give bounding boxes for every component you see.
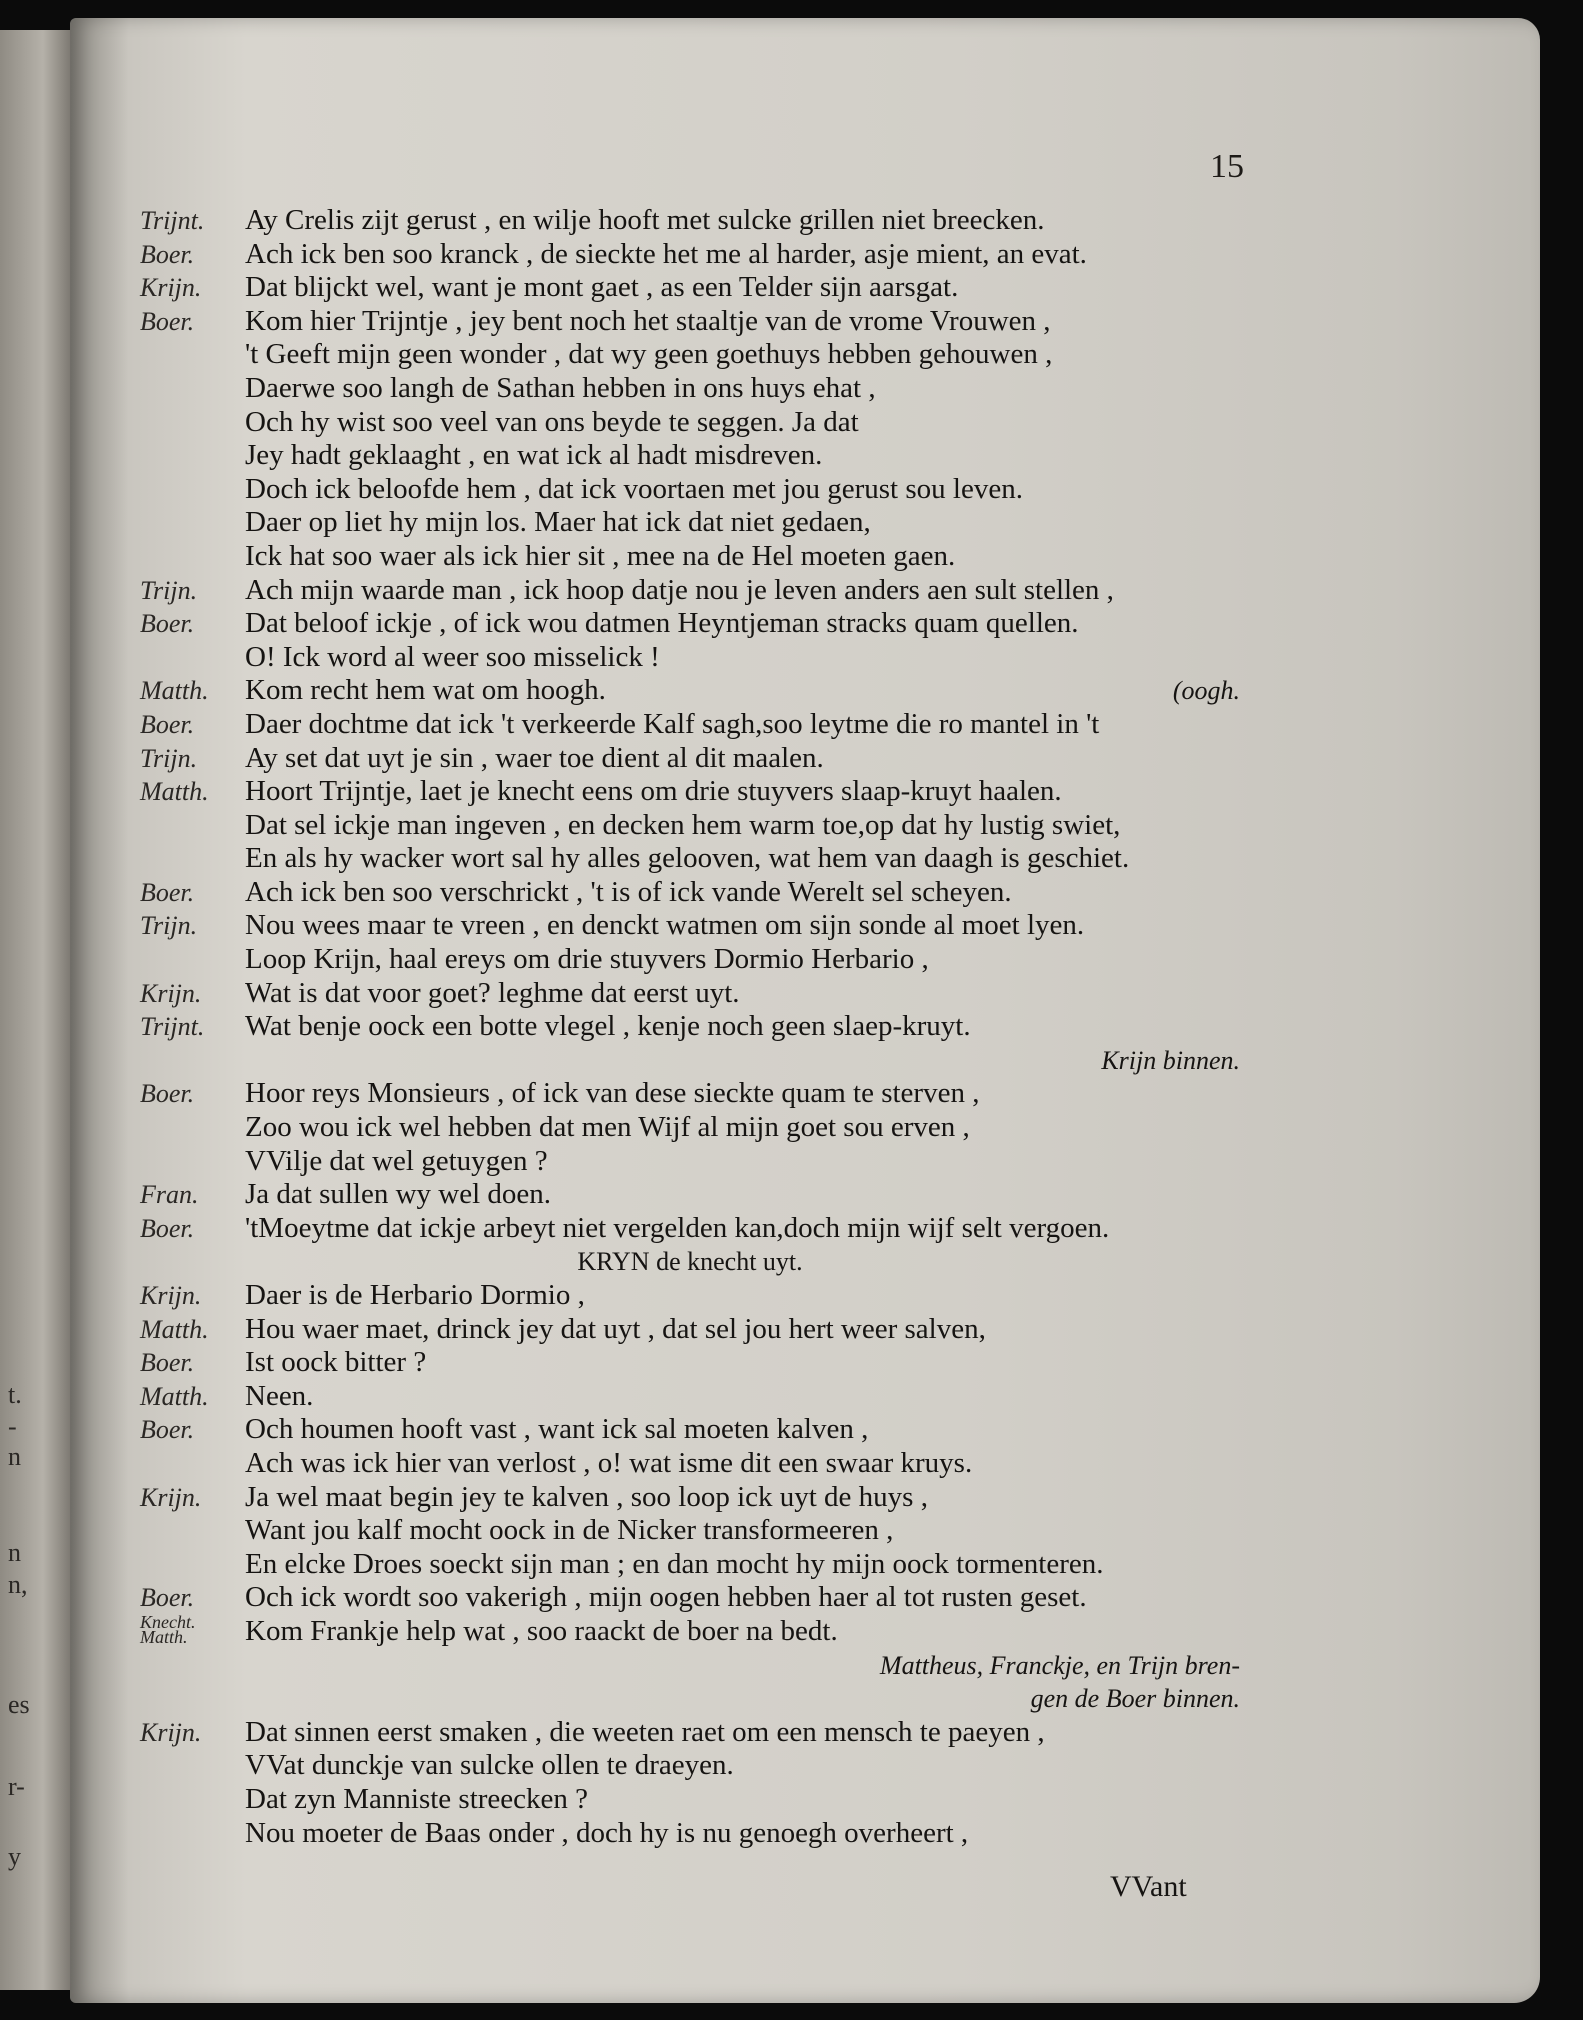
speech-text: Nou wees maar te vreen , en denckt watmen om sijn sonde al moet lyen.: [245, 909, 1085, 942]
text-line: [140, 977, 1240, 1011]
text-line: [140, 1077, 1240, 1111]
left-page-fragment: -: [8, 1412, 17, 1441]
catchword: VVant: [1110, 1870, 1187, 1903]
text-line: [140, 1581, 1240, 1615]
speech-text: Wat is dat voor goet? leghme dat eerst uyt.: [245, 976, 740, 1009]
speech-text: Daer dochtme dat ick 't verkeerde Kalf sagh,soo leytme die ro mantel in 't: [245, 707, 1100, 740]
speaker-label: Matth.: [140, 1381, 209, 1411]
text-line: [140, 1212, 1240, 1246]
speech-text: Ja wel maat begin jey te kalven , soo loop ick uyt de huys ,: [245, 1480, 928, 1513]
text-line: [140, 271, 1240, 305]
text-line: [140, 1245, 1240, 1279]
speech-text: O! Ick word al weer soo misselick !: [245, 640, 660, 673]
speaker-label: Krijn.: [140, 1281, 202, 1310]
speech-text: Doch ick beloofde hem , dat ick voortaen met jou gerust sou leven.: [245, 472, 1023, 505]
stage-direction: Krijn binnen.: [1101, 1045, 1240, 1075]
text-line: [140, 1044, 1240, 1078]
text-line: [140, 1548, 1240, 1582]
speech-text: Hoort Trijntje, laet je knecht eens om drie stuyvers slaap-kruyt haalen.: [245, 775, 1062, 808]
text-line: [140, 1413, 1240, 1447]
speech-text: Nou moeter de Baas onder , doch hy is nu genoegh overheert ,: [245, 1816, 969, 1849]
speaker-label: Boer.: [140, 1583, 195, 1613]
speaker-label: Matth.: [140, 676, 209, 706]
speech-text: Zoo wou ick wel hebben dat men Wijf al mijn goet sou erven ,: [245, 1111, 970, 1144]
left-page-fragment: n,: [8, 1570, 28, 1599]
left-page-fragment: es: [8, 1690, 30, 1719]
text-line: [140, 1447, 1240, 1481]
text-line: [140, 305, 1240, 339]
speech-text: Dat beloof ickje , of ick wou datmen Heyntjeman stracks quam quellen.: [245, 607, 1079, 640]
text-line: [140, 876, 1240, 910]
text-line: [140, 1611, 1240, 1649]
speech-text: Ach ick ben soo verschrickt , 't is of ick vande Werelt sel scheyen.: [245, 875, 1012, 908]
text-line: [140, 204, 1240, 238]
speaker-label: Trijnt.: [140, 206, 205, 235]
text-line: [140, 1380, 1240, 1414]
speech-text: Neen.: [245, 1379, 314, 1412]
speech-text: Ja dat sullen wy wel doen.: [245, 1178, 552, 1211]
speech-text: Ach mijn waarde man , ick hoop datje nou je leven anders aen sult stellen ,: [245, 573, 1114, 606]
speaker-label: Trijn.: [140, 743, 198, 773]
text-line: [140, 1279, 1240, 1313]
speech-text: Hou waer maet, drinck jey dat uyt , dat sel jou hert weer salven,: [245, 1312, 986, 1345]
text-line: [140, 1111, 1240, 1145]
text-line: [140, 1783, 1240, 1817]
speech-text: Dat zyn Manniste streecken ?: [245, 1782, 589, 1815]
text-line: [140, 1817, 1240, 1851]
speaker-label: Boer.: [140, 877, 195, 907]
speech-text: Daer op liet hy mijn los. Maer hat ick dat niet gedaen,: [245, 506, 871, 539]
page-number: 15: [1210, 148, 1244, 185]
text-line: [140, 641, 1240, 675]
text-line: [140, 406, 1240, 440]
speech-text: Daerwe soo langh de Sathan hebben in ons huys ehat ,: [245, 371, 876, 404]
speech-text: VVilje dat wel getuygen ?: [245, 1144, 548, 1177]
text-line: [140, 1010, 1240, 1044]
text-line: [140, 1682, 1240, 1716]
text-line: [140, 607, 1240, 641]
speech-text: Jey hadt geklaaght , en wat ick al hadt misdreven.: [245, 439, 823, 472]
text-line: [140, 943, 1240, 977]
speaker-label: Boer.: [140, 239, 195, 269]
speech-text: Dat blijckt wel, want je mont gaet , as een Telder sijn aarsgat.: [245, 271, 959, 304]
speech-text: Ach ick ben soo kranck , de sieckte het me al harder, asje mient, an evat.: [245, 237, 1087, 270]
text-line: [140, 1178, 1240, 1212]
speech-text: Loop Krijn, haal ereys om drie stuyvers Dormio Herbario ,: [245, 943, 929, 976]
text-line: [140, 338, 1240, 372]
speech-text: 't Geeft mijn geen wonder , dat wy geen goethuys hebben gehouwen ,: [245, 338, 1053, 371]
text-line: [140, 1313, 1240, 1347]
text-line: [140, 1145, 1240, 1179]
speech-text: Daer is de Herbario Dormio ,: [245, 1279, 585, 1311]
text-line: [140, 1481, 1240, 1515]
stage-direction: (oogh.: [1172, 676, 1240, 706]
speaker-label: Boer.: [140, 1213, 195, 1243]
speaker-label: Trijn.: [140, 575, 198, 605]
speaker-label: Krijn.: [140, 978, 202, 1008]
speech-text: Hoor reys Monsieurs , of ick van dese sieckte quam te sterven ,: [245, 1077, 980, 1110]
stage-direction: gen de Boer binnen.: [1030, 1684, 1240, 1714]
speech-text: Want jou kalf mocht oock in de Nicker transformeeren ,: [245, 1514, 894, 1547]
speech-text: Och hy wist soo veel van ons beyde te seggen. Ja dat: [245, 405, 859, 438]
stage-direction: Mattheus, Franckje, en Trijn bren-: [879, 1650, 1240, 1680]
stage-heading: KRYN de knecht uyt.: [577, 1247, 803, 1277]
text-line: [140, 809, 1240, 843]
speech-text: Ach was ick hier van verlost , o! wat isme dit een swaar kruys.: [245, 1446, 973, 1479]
speaker-label: Fran.: [140, 1180, 199, 1210]
left-page-fragment: t.: [8, 1380, 22, 1409]
speech-text: Dat sinnen eerst smaken , die weeten raet om een mensch te paeyen ,: [245, 1715, 1045, 1748]
speaker-label: Trijn.: [140, 911, 198, 941]
speaker-label: Boer.: [140, 709, 195, 739]
speech-text: Ay set dat uyt je sin , waer toe dient al dit maalen.: [245, 741, 824, 774]
text-line: [140, 742, 1240, 776]
text-line: [140, 775, 1240, 809]
text-line: [140, 506, 1240, 540]
speech-text: Ay Crelis zijt gerust , en wilje hooft met sulcke grillen niet breecken.: [245, 204, 1045, 236]
speech-text: En als hy wacker wort sal hy alles gelooven, wat hem van daagh is geschiet.: [245, 842, 1130, 875]
speaker-label: Boer.: [140, 306, 195, 336]
speech-text: Dat sel ickje man ingeven , en decken hem warm toe,op dat hy lustig swiet,: [245, 808, 1121, 841]
speech-text: En elcke Droes soeckt sijn man ; en dan mocht hy mijn oock tormenteren.: [245, 1547, 1104, 1580]
left-page-fragment: y: [8, 1842, 21, 1871]
speech-text: 'tMoeytme dat ickje arbeyt niet vergelden kan,doch mijn wijf selt vergoen.: [245, 1211, 1110, 1244]
speaker-label: Matth.: [140, 777, 209, 807]
text-line: [140, 1716, 1240, 1750]
speaker-label: Krijn.: [140, 273, 202, 303]
play-text: [140, 204, 1240, 1850]
text-line: [140, 1749, 1240, 1783]
left-page-fragment: n: [8, 1442, 21, 1471]
speech-text: Ick hat soo waer als ick hier sit , mee na de Hel moeten gaen.: [245, 539, 956, 572]
speech-text: Och houmen hooft vast , want ick sal moeten kalven ,: [245, 1413, 869, 1446]
speech-text: Ist oock bitter ?: [245, 1346, 427, 1379]
text-line: [140, 473, 1240, 507]
left-page-fragment: r-: [8, 1772, 25, 1801]
speaker-label: Boer.: [140, 1079, 195, 1109]
text-line: [140, 574, 1240, 608]
text-line: [140, 238, 1240, 272]
speaker-label: Knecht. Matth.: [140, 1611, 196, 1647]
speech-text: Kom recht hem wat om hoogh.: [245, 674, 606, 707]
left-page-fragment: n: [8, 1538, 21, 1567]
speech-text: VVat dunckje van sulcke ollen te draeyen.: [245, 1749, 734, 1782]
text-line: [140, 708, 1240, 742]
text-line: [140, 1346, 1240, 1380]
text-line: [140, 1649, 1240, 1683]
text-line: [140, 540, 1240, 574]
speech-text: Och ick wordt soo vakerigh , mijn oogen hebben haer al tot rusten geset.: [245, 1581, 1087, 1614]
left-page-edge: [0, 30, 78, 1990]
text-line: [140, 842, 1240, 876]
text-line: [140, 439, 1240, 473]
speech-text: Wat benje oock een botte vlegel , kenje noch geen slaep-kruyt.: [245, 1010, 971, 1043]
speaker-label: Krijn.: [140, 1482, 202, 1512]
speech-text: Kom hier Trijntje , jey bent noch het staaltje van de vrome Vrouwen ,: [245, 304, 1051, 337]
speaker-label: Krijn.: [140, 1717, 202, 1747]
speech-text: Kom Frankje help wat , soo raackt de boer na bedt.: [245, 1614, 838, 1647]
text-line: [140, 1514, 1240, 1548]
speaker-label: Boer.: [140, 609, 195, 639]
text-line: [140, 909, 1240, 943]
speaker-label: Trijnt.: [140, 1012, 205, 1042]
speaker-label: Boer.: [140, 1415, 195, 1445]
speaker-label: Boer.: [140, 1348, 195, 1378]
speaker-label: Matth.: [140, 1314, 209, 1344]
text-line: [140, 674, 1240, 708]
text-line: [140, 372, 1240, 406]
